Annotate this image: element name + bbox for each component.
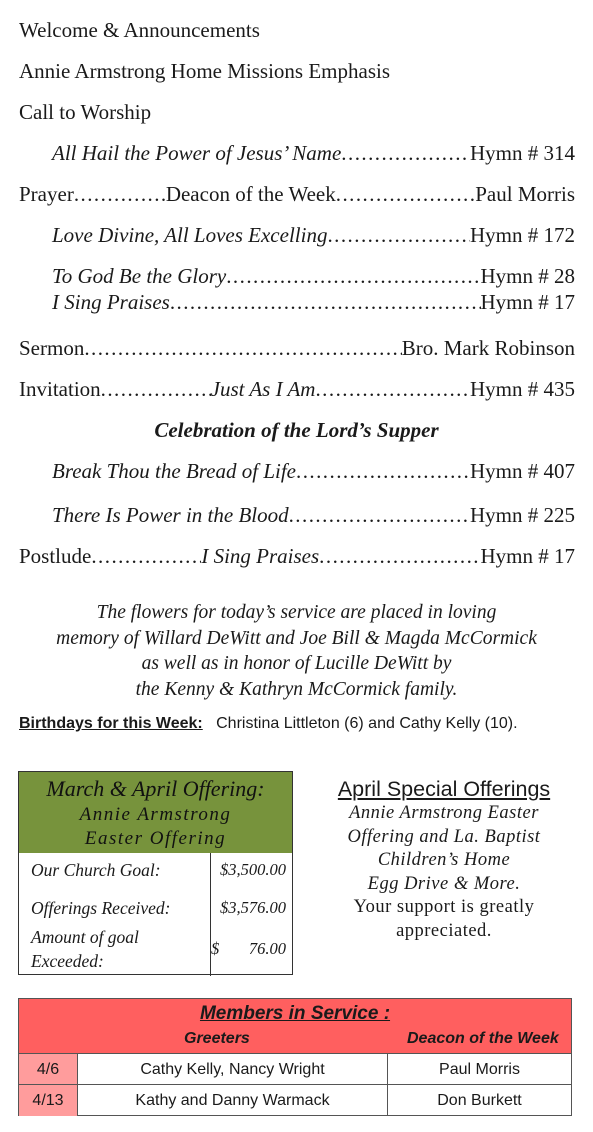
flowers-dedication [0, 600, 593, 702]
hymn-title: There Is Power in the Blood [52, 503, 289, 527]
leader-dots [84, 335, 401, 361]
birthdays-line [19, 713, 589, 735]
special-line: Annie Armstrong Easter [349, 803, 539, 823]
missions-line [19, 58, 575, 84]
hymn-number: Hymn # 225 [470, 503, 575, 527]
call-to-worship-text: Call to Worship [19, 100, 152, 124]
birthdays-text: Christina Littleton (6) and Cathy Kelly (10). [216, 715, 518, 732]
members-header [19, 999, 571, 1053]
postlude-line [19, 543, 575, 569]
hymn-line-6 [52, 502, 575, 528]
offering-subtitle: Easter Offering [84, 828, 227, 849]
hymn-number: Hymn # 314 [470, 141, 575, 165]
invitation-line [19, 376, 575, 402]
leader-dots [319, 543, 480, 569]
row-greeters: Cathy Kelly, Nancy Wright [140, 1061, 325, 1078]
birthdays-label: Birthdays for this Week: [19, 715, 203, 732]
row-date: 4/6 [19, 1054, 77, 1085]
offering-title: March & April Offering: [46, 776, 265, 801]
hymn-line-3 [52, 263, 575, 289]
invitation-label: Invitation [19, 377, 101, 401]
goal-label: Our Church Goal: [31, 860, 161, 880]
sermon-label: Sermon [19, 336, 85, 360]
prayer-line [19, 181, 575, 207]
leader-dots [289, 502, 470, 528]
exceeded-label: Amount of goal [31, 927, 139, 947]
hymn-line-5 [52, 458, 575, 484]
call-to-worship-line [19, 99, 575, 125]
leader-dots [101, 376, 211, 402]
flowers-line: The flowers for today’s service are placed in loving [96, 602, 497, 623]
table-row [19, 1084, 571, 1116]
hymn-number: Hymn # 17 [480, 544, 575, 568]
leader-dots [170, 289, 481, 315]
welcome-line [19, 17, 575, 43]
column-divider [77, 1053, 78, 1115]
postlude-hymn-title: I Sing Praises [201, 544, 320, 568]
leader-dots [226, 263, 480, 289]
table-row [19, 1053, 571, 1085]
prayer-name: Paul Morris [475, 182, 575, 206]
leader-dots [336, 181, 476, 207]
sermon-line [19, 335, 575, 361]
special-line: Egg Drive & More. [367, 873, 521, 894]
special-line: appreciated. [396, 920, 492, 941]
hymn-title: All Hail the Power of Jesus’ Name [52, 141, 342, 165]
flowers-line: as well as in honor of Lucille DeWitt by [141, 653, 452, 674]
hymn-number: Hymn # 28 [480, 264, 575, 288]
hymn-line-2 [52, 222, 575, 248]
sermon-speaker: Bro. Mark Robinson [401, 336, 575, 360]
hymn-number: Hymn # 17 [480, 290, 575, 314]
special-heading: April Special Offerings [337, 777, 551, 801]
members-title: Members in Service : [199, 1003, 391, 1024]
column-divider [387, 1053, 388, 1115]
missions-text: Annie Armstrong Home Missions Emphasis [19, 59, 390, 83]
hymn-number: Hymn # 435 [470, 377, 575, 401]
leader-dots [91, 543, 201, 569]
flowers-line: memory of Willard DeWitt and Joe Bill & Magda McCormick [56, 627, 537, 649]
hymn-title: I Sing Praises [52, 290, 170, 314]
deacon-column-header: Deacon of the Week [407, 1030, 559, 1047]
flowers-line: the Kenny & Kathryn McCormick family. [135, 678, 458, 700]
offering-header [19, 772, 292, 853]
offering-subtitle: Annie Armstrong [79, 804, 232, 825]
row-deacon: Don Burkett [437, 1092, 522, 1109]
leader-dots [341, 140, 470, 166]
received-label: Offerings Received: [31, 898, 171, 918]
goal-value: $3,500.00 [220, 860, 286, 879]
exceeded-value: 76.00 [248, 939, 286, 958]
greeters-column-header: Greeters [184, 1030, 250, 1047]
invitation-hymn-title: Just As I Am [210, 377, 316, 401]
special-line: Your support is greatly [353, 897, 535, 917]
hymn-number: Hymn # 172 [470, 223, 575, 247]
prayer-role: Deacon of the Week [165, 182, 336, 206]
special-line: Offering and La. Baptist [347, 826, 541, 847]
row-greeters: Kathy and Danny Warmack [135, 1092, 330, 1109]
members-in-service-table [18, 998, 572, 1116]
hymn-title: To God Be the Glory [52, 264, 227, 288]
hymn-title: Break Thou the Bread of Life [52, 459, 296, 483]
hymn-line-4 [52, 289, 575, 315]
row-date: 4/13 [19, 1085, 77, 1116]
welcome-text: Welcome & Announcements [19, 18, 260, 42]
received-value: $3,576.00 [220, 898, 286, 917]
exceeded-label: Exceeded: [31, 951, 104, 971]
hymn-line-1 [52, 140, 575, 166]
postlude-label: Postlude [19, 544, 92, 568]
hymn-title: Love Divine, All Loves Excelling [52, 223, 328, 247]
leader-dots [296, 458, 470, 484]
exceeded-currency: $ [211, 939, 220, 958]
special-offerings [313, 776, 575, 943]
hymn-number: Hymn # 407 [470, 459, 575, 483]
prayer-label: Prayer [19, 182, 74, 206]
leader-dots [315, 376, 470, 402]
leader-dots [327, 222, 470, 248]
special-line: Children’s Home [377, 850, 511, 870]
offering-box [18, 771, 293, 975]
lords-supper-heading: Celebration of the Lord’s Supper [154, 418, 439, 442]
row-deacon: Paul Morris [439, 1061, 520, 1078]
leader-dots [74, 181, 166, 207]
